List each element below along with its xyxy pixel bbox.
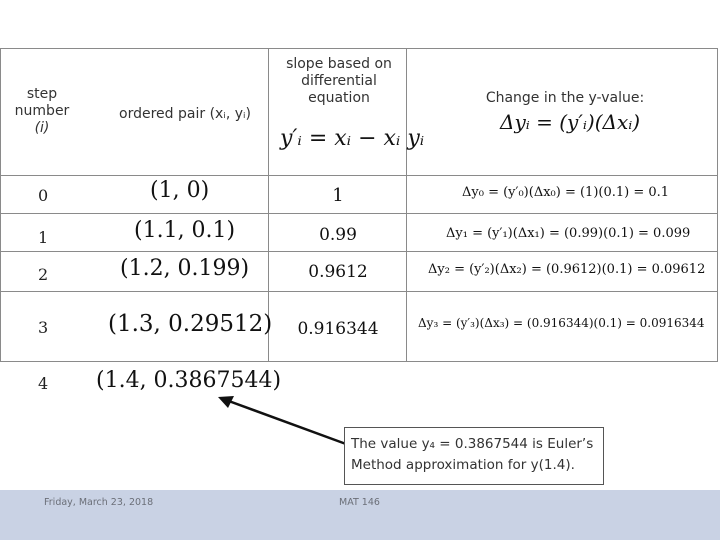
ordered-pair: (1.1, 0.1) [134, 218, 236, 243]
ordered-pair: (1.3, 0.29512) [108, 311, 273, 337]
slope-value: 0.99 [319, 225, 357, 245]
ordered-pair: (1.4, 0.3867544) [96, 368, 282, 393]
header-step-line: (i) [34, 120, 50, 136]
ordered-pair: (1, 0) [150, 178, 210, 203]
change-formula: Δyᵢ = (y′ᵢ)(Δxᵢ) [500, 110, 641, 134]
slope-value: 0.916344 [297, 319, 379, 339]
header-step-line: step [26, 86, 58, 102]
step-number: 2 [38, 265, 49, 284]
delta-y-computation: Δy₃ = (y′₃)(Δx₃) = (0.916344)(0.1) = 0.0916344 [418, 316, 705, 330]
step-number: 3 [38, 318, 49, 337]
slope-value: 0.9612 [308, 262, 368, 282]
step-number: 4 [38, 374, 49, 393]
step-number: 1 [38, 228, 49, 247]
delta-y-computation: Δy₂ = (y′₂)(Δx₂) = (0.9612)(0.1) = 0.09612 [428, 262, 706, 277]
delta-y-computation: Δy₁ = (y′₁)(Δx₁) = (0.99)(0.1) = 0.099 [446, 226, 691, 241]
callout-line: The value y₄ = 0.3867544 is Euler’s [351, 436, 594, 452]
slope-value: 1 [332, 185, 344, 206]
callout-line: Method approximation for y(1.4). [351, 457, 575, 473]
header-ordered-pair: ordered pair (xᵢ, yᵢ) [119, 106, 251, 122]
delta-y-computation: Δy₀ = (y′₀)(Δx₀) = (1)(0.1) = 0.1 [462, 185, 670, 200]
header-slope-line: equation [308, 90, 370, 106]
header-step-line: number [14, 103, 70, 119]
slope-formula: y′ᵢ = xᵢ − xᵢ yᵢ [280, 126, 425, 151]
header-change-in-y: Change in the y-value: [485, 90, 645, 106]
step-number: 0 [38, 186, 49, 205]
footer-date: Friday, March 23, 2018 [44, 497, 154, 508]
callout-box [344, 427, 604, 485]
header-slope-line: differential [301, 73, 377, 89]
ordered-pair: (1.2, 0.199) [120, 256, 250, 281]
footer-course: MAT 146 [339, 497, 380, 508]
header-slope-line: slope based on [286, 56, 392, 72]
